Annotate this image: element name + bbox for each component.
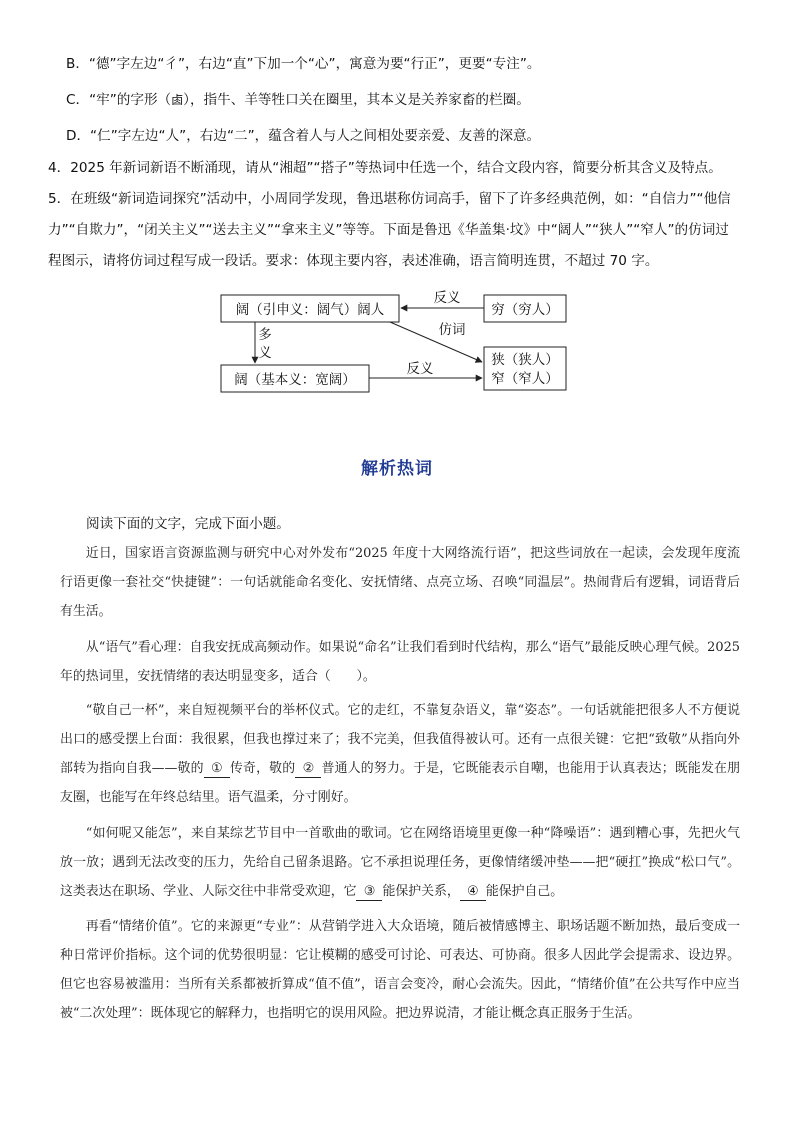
ancient-glyph-lao: 𠧪: [171, 93, 184, 107]
reading-instruction: 阅读下面的文字，完成下面小题。: [86, 516, 290, 532]
p3-text-c: 普通人的努力。于是，它既能表示自嘲，也能用于认真表达；既能发在朋友圈，也能写在年终总结里。语气温柔，分寸刚好。: [60, 761, 741, 805]
option-c-text-after: ），指牛、羊等牲口关在圈里，其本义是关养家畜的栏圈。: [183, 92, 530, 108]
section-title: 解析热词: [361, 459, 433, 479]
passage-paragraph-2: 从“语气”看心理：自我安抚成高频动作。如果说“命名”让我们看到时代结构，那么“语气”最能反映心理气候。2025 年的热词里，安抚情绪的表达明显变多，适合（ ）。: [60, 640, 740, 684]
imitation-diagram: [0, 0, 794, 420]
p4-text-b: 能保护关系，: [382, 884, 460, 899]
box-zhai-text: 窄（窄人）: [491, 371, 559, 387]
label-antonym-top: 反义: [433, 290, 461, 306]
box-kuo-extended-text: 阔（引申义：阔气）阔人: [235, 302, 385, 318]
question-5-line-2: 力”“自欺力”，“闭关主义”“送去主义”“拿来主义”等等。下面是鲁迅《华盖集·坟》中“阔人”“狭人”“窄人”的仿词过: [48, 222, 729, 238]
blank-1: ①: [204, 761, 230, 778]
question-5-line-3: 程图示，请将仿词过程写成一段话。要求：体现主要内容，表述准确，语言简明连贯，不超过 70 字。: [48, 253, 659, 269]
label-imitate: 仿词: [438, 322, 466, 338]
box-xia-text: 狭（狭人）: [491, 352, 559, 368]
option-c-text-before: C．“牢”的字形（: [66, 92, 172, 108]
label-polysemy-1: 多: [258, 327, 272, 343]
option-b: B．“德”字左边“彳”，右边“直”下加一个“心”，寓意为要“行正”，更要“专注”。: [66, 56, 541, 72]
p4-text-a: “如何呢又能怎”，来自某综艺节目中一首歌曲的歌词。它在网络语境里更像一种“降噪语”：遇到糟心事，先把火气放一放；遇到无法改变的压力，先给自己留条退路。它不承担说理任务，更像情绪缓冲垫——把“硬扛”换成“松口气”。这类表达在职场、学业、人际交往中非常受欢迎，它: [60, 826, 740, 899]
box-qiong-text: 穷（穷人）: [491, 302, 559, 318]
arrow-imitate: [390, 322, 482, 362]
box-kuo-basic-text: 阔（基本义：宽阔）: [234, 372, 356, 388]
passage-paragraph-4: [60, 819, 740, 906]
question-4: 4．2025 年新词新语不断涌现，请从“湘超”“搭子”等热词中任选一个，结合文段内容，简要分析其含义及特点。: [48, 160, 722, 176]
passage-paragraph-1: 近日，国家语言资源监测与研究中心对外发布“2025 年度十大网络流行语”，把这些词放在一起读，会发现年度流行语更像一套社交“快捷键”：一句话就能命名变化、安抚情绪、点亮立场、召唤“同温层”。热闹背后有逻辑，词语背后有生活。: [60, 546, 740, 619]
p4-text-c: 能保护自己。: [485, 884, 564, 899]
label-polysemy-2: 义: [258, 345, 272, 361]
blank-3: ③: [356, 884, 382, 901]
question-5-line-1: 5．在班级“新词造词探究”活动中，小周同学发现，鲁迅堪称仿词高手，留下了许多经典范例，如：“自信力”“他信: [48, 191, 731, 207]
blank-2: ②: [295, 761, 321, 778]
p3-text-b: 传奇，敬的: [229, 761, 296, 776]
p3-text-a: “敬自己一杯”，来自短视频平台的举杯仪式。它的走红，不靠复杂语义，靠“姿态”。一句话就能把很多人不方便说出口的感受摆上台面：我很累，但我也撑过来了；我不完美，但我值得被认可。还有一点很关键：它把“致敬”从指向外部转为指向自我——敬的: [60, 703, 740, 776]
blank-4: ④: [460, 884, 486, 901]
passage-paragraph-5: 再看“情绪价值”。它的来源更“专业”：从营销学进入大众语境，随后被情感博主、职场话题不断加热，最后变成一种日常评价指标。这个词的优势很明显：它让模糊的感受可讨论、可表达、可协商。很多人因此学会提需求、设边界。但它也容易被滥用：当所有关系都被折算成“值不值”，语言会变冷，耐心会流失。因此，“情绪价值”在公共写作中应当被“二次处理”：既体现它的解释力，也指明它的误用风险。把边界说清，才能让概念真正服务于生活。: [60, 919, 740, 1021]
passage-paragraph-3: [60, 696, 740, 812]
label-antonym-bottom: 反义: [406, 361, 434, 377]
option-d: D．“仁”字左边“人”，右边“二”，蕴含着人与人之间相处要亲爱、友善的深意。: [66, 128, 541, 144]
